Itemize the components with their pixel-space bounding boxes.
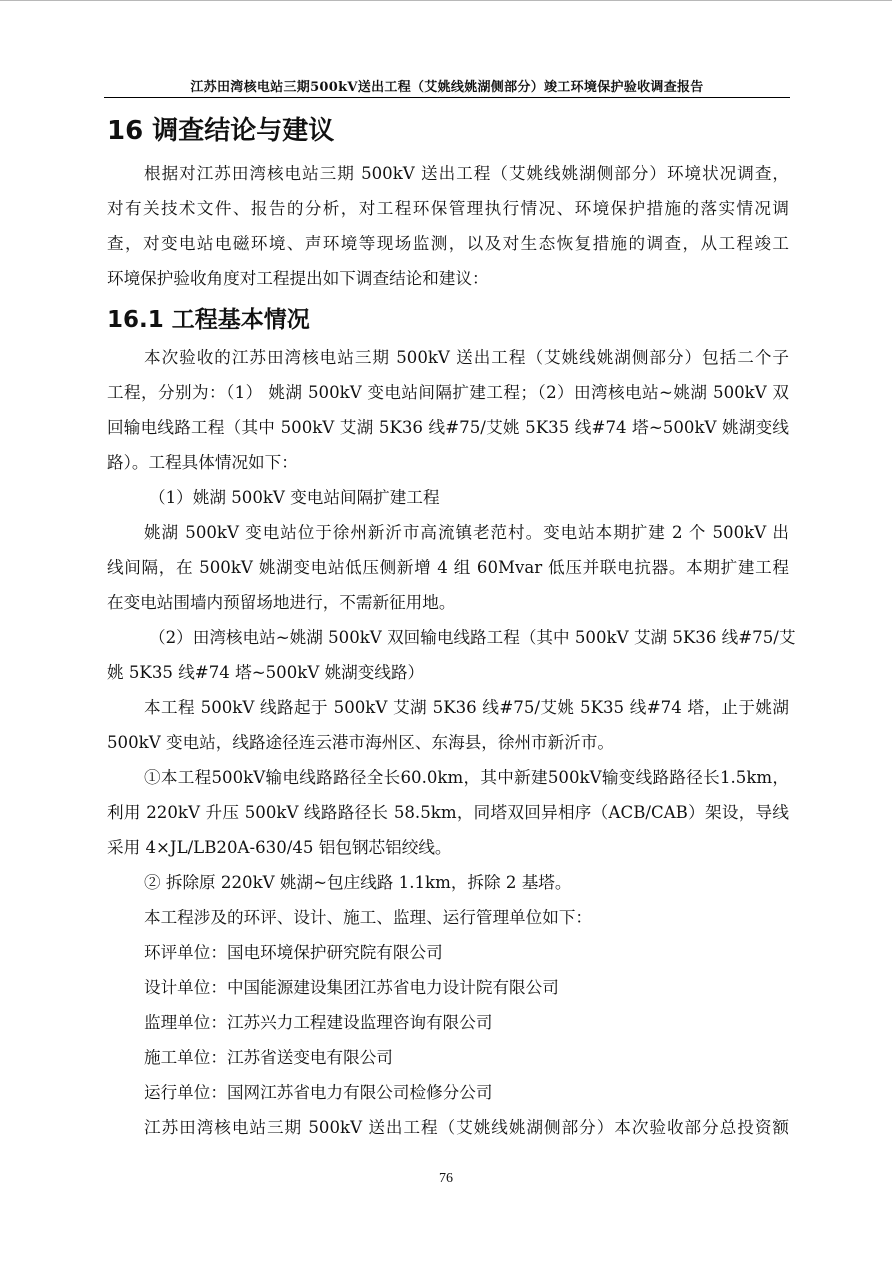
para1-line: 本次验收的江苏田湾核电站三期 500kV 送出工程（艾姚线姚湖侧部分）包括二个子 [144, 348, 789, 367]
top-border [0, 0, 892, 1]
units-intro: 本工程涉及的环评、设计、施工、监理、运行管理单位如下： [144, 908, 593, 927]
item2-text-line: 500kV 变电站，线路途径连云港市海州区、东海县，徐州市新沂市。 [107, 733, 615, 752]
item2-text-line: 本工程 500kV 线路起于 500kV 艾湖 5K36 线#75/艾姚 5K35 线#74 塔，止于姚湖 [144, 698, 789, 717]
item1-text-line: 线间隔，在 500kV 姚湖变电站低压侧新增 4 组 60Mvar 低压并联电抗器。本期扩建工程 [107, 558, 789, 577]
intro-line: 对有关技术文件、报告的分析，对工程环保管理执行情况、环境保护措施的落实情况调 [107, 199, 789, 218]
running-header: 江苏田湾核电站三期500kV送出工程（艾姚线姚湖侧部分）竣工环境保护验收调查报告 [190, 80, 704, 95]
point1-line: 采用 4×JL/LB20A-630/45 铝包钢芯铝绞线。 [107, 838, 452, 857]
para1-line: 回输电线路工程（其中 500kV 艾湖 5K36 线#75/艾姚 5K35 线#74 塔~500kV 姚湖变线 [107, 418, 789, 437]
item1-text-line: 在变电站围墙内预留场地进行，不需新征用地。 [107, 593, 456, 612]
subsection-heading: 16.1 工程基本情况 [107, 307, 310, 333]
investment-line: 江苏田湾核电站三期 500kV 送出工程（艾姚线姚湖侧部分）本次验收部分总投资额 [144, 1118, 789, 1137]
point1-line: ①本工程500kV输电线路路径全长60.0km，其中新建500kV输变线路路径长1.5km， [144, 768, 789, 787]
point1-line: 利用 220kV 升压 500kV 线路路径长 58.5km，同塔双回异相序（ACB/CAB）架设，导线 [107, 803, 789, 822]
header-rule [104, 97, 790, 98]
para1-line: 工程，分别为：（1） 姚湖 500kV 变电站间隔扩建工程；（2）田湾核电站~姚湖 500kV 双 [107, 383, 789, 402]
item1-text-line: 姚湖 500kV 变电站位于徐州新沂市高流镇老范村。变电站本期扩建 2 个 500kV 出 [144, 523, 789, 542]
intro-line: 根据对江苏田湾核电站三期 500kV 送出工程（艾姚线姚湖侧部分）环境状况调查， [144, 164, 789, 183]
unit-item: 运行单位：国网江苏省电力有限公司检修分公司 [144, 1083, 493, 1102]
intro-line: 查，对变电站电磁环境、声环境等现场监测，以及对生态恢复措施的调查，从工程竣工 [107, 234, 789, 253]
unit-item: 环评单位：国电环境保护研究院有限公司 [144, 943, 443, 962]
unit-item: 设计单位：中国能源建设集团江苏省电力设计院有限公司 [144, 978, 559, 997]
unit-item: 施工单位：江苏省送变电有限公司 [144, 1048, 393, 1067]
page-number: 76 [439, 1171, 453, 1186]
unit-item: 监理单位：江苏兴力工程建设监理咨询有限公司 [144, 1013, 493, 1032]
item2-title-line: （2）田湾核电站~姚湖 500kV 双回输电线路工程（其中 500kV 艾湖 5K36 线#75/艾 [149, 628, 796, 647]
point2-line: ② 拆除原 220kV 姚湖~包庄线路 1.1km，拆除 2 基塔。 [144, 873, 572, 892]
item1-title: （1）姚湖 500kV 变电站间隔扩建工程 [149, 488, 440, 507]
intro-line: 环境保护验收角度对工程提出如下调查结论和建议： [107, 269, 489, 288]
section-heading: 16 调查结论与建议 [107, 116, 335, 146]
para1-line: 路）。工程具体情况如下： [107, 453, 298, 472]
item2-title-line: 姚 5K35 线#74 塔~500kV 姚湖变线路） [107, 663, 425, 682]
